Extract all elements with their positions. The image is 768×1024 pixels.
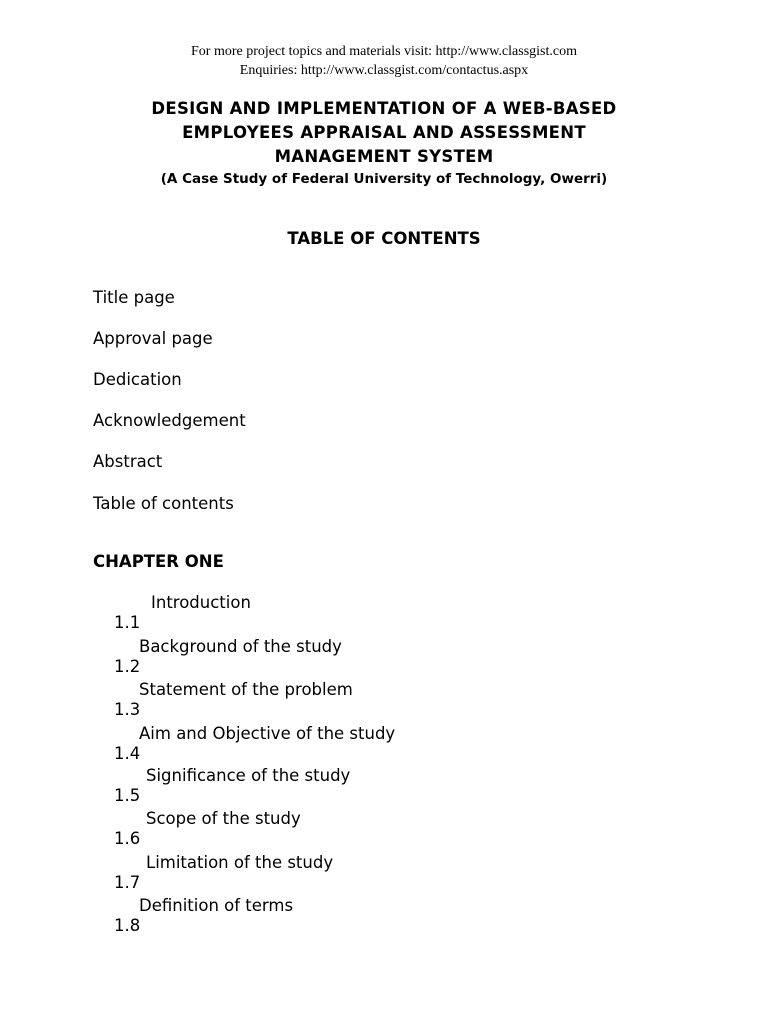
section-label: Definition of terms <box>139 896 294 915</box>
section-number: 1.4 <box>113 744 141 763</box>
section-number: 1.2 <box>113 657 141 676</box>
section-label: Introduction <box>151 593 251 612</box>
document-title-line-1: DESIGN AND IMPLEMENTATION OF A WEB-BASED <box>151 99 617 118</box>
header-project-topics-line: For more project topics and materials visit: http://www.classgist.com <box>191 44 577 59</box>
toc-entry-abstract: Abstract <box>93 452 163 471</box>
document-title-line-3: MANAGEMENT SYSTEM <box>274 147 494 166</box>
section-label: Significance of the study <box>146 766 351 785</box>
toc-section-1-8 <box>93 896 294 976</box>
toc-heading: TABLE OF CONTENTS <box>287 229 481 248</box>
section-number: 1.6 <box>113 829 141 848</box>
section-label: Aim and Objective of the study <box>139 724 396 743</box>
toc-entry-title-page: Title page <box>93 288 175 307</box>
section-label: Background of the study <box>139 637 342 656</box>
section-number: 1.1 <box>113 613 141 632</box>
section-label: Limitation of the study <box>146 853 334 872</box>
toc-entry-approval-page: Approval page <box>93 329 213 348</box>
header-enquiries-line: Enquiries: http://www.classgist.com/contactus.aspx <box>239 63 529 78</box>
section-number: 1.7 <box>113 873 141 892</box>
section-number: 1.5 <box>113 786 141 805</box>
section-number: 1.8 <box>113 916 141 935</box>
section-number: 1.3 <box>113 700 141 719</box>
toc-entry-table-of-contents: Table of contents <box>93 494 234 513</box>
toc-entry-dedication: Dedication <box>93 370 182 389</box>
section-label: Scope of the study <box>146 809 301 828</box>
section-label: Statement of the problem <box>139 680 353 699</box>
toc-entry-acknowledgement: Acknowledgement <box>93 411 246 430</box>
chapter-one-heading: CHAPTER ONE <box>93 552 224 571</box>
document-subtitle: (A Case Study of Federal University of Technology, Owerri) <box>160 171 608 187</box>
document-title-line-2: EMPLOYEES APPRAISAL AND ASSESSMENT <box>182 123 586 142</box>
